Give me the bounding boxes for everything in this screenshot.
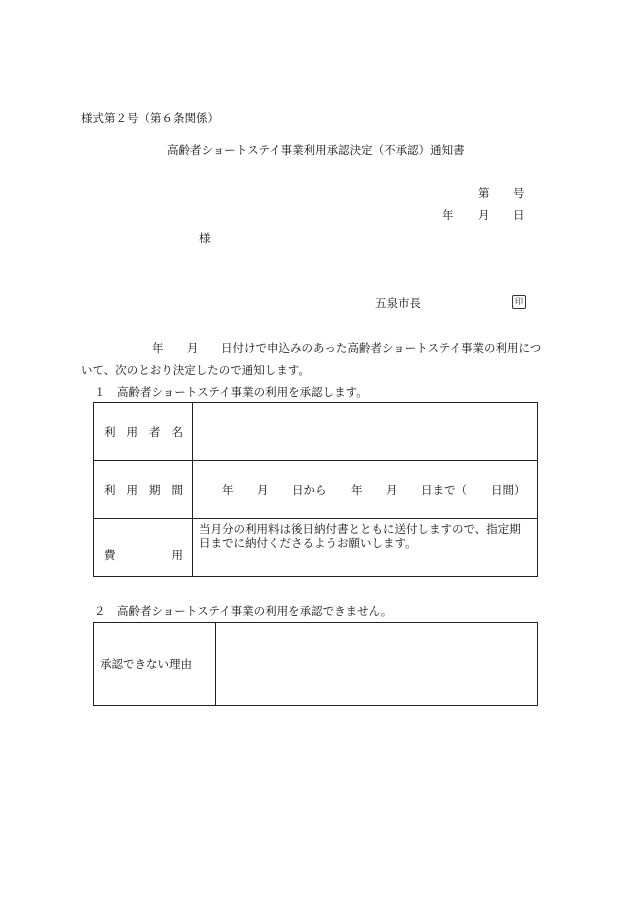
- intro-line2: いて、次のとおり決定したので通知します。: [81, 363, 310, 377]
- section1-heading: １ 高齢者ショートステイ事業の利用を承認します。: [94, 385, 368, 399]
- date-day: 日: [513, 208, 525, 222]
- label-char: 用: [126, 424, 138, 439]
- label-char: 費: [104, 547, 116, 562]
- label-char: 利: [104, 424, 116, 439]
- row-user-name: [94, 403, 538, 461]
- label-char: 間: [171, 482, 183, 497]
- period-month1: 月: [257, 483, 269, 497]
- label-char: 名: [171, 424, 183, 439]
- row-reason: [94, 623, 538, 706]
- period-from: 日から: [292, 483, 327, 497]
- fee-line1: 当月分の利用料は後日納付書とともに送付しますので、指定期: [199, 522, 521, 536]
- label-char: 用: [126, 482, 138, 497]
- user-name-label: [94, 403, 193, 461]
- period-year2: 年: [351, 483, 363, 497]
- intro-text: 日付けで申込みのあった高齢者ショートステイ事業の利用につ: [221, 341, 542, 355]
- row-period: [94, 461, 538, 519]
- approval-table: [93, 402, 538, 577]
- intro-month: 月: [187, 341, 199, 355]
- date-month: 月: [478, 208, 490, 222]
- label-char: 期: [149, 482, 161, 497]
- issuer-name: 五泉市長: [375, 296, 421, 310]
- period-until: 日まで（: [421, 483, 467, 497]
- reason-value[interactable]: [216, 623, 538, 706]
- rejection-table: [93, 622, 538, 706]
- label-char: 者: [149, 424, 161, 439]
- period-days: 日間）: [491, 483, 526, 497]
- fee-line2: 日までに納付くださるようお願いします。: [199, 536, 417, 550]
- period-value[interactable]: [193, 461, 538, 519]
- intro-year: 年: [152, 341, 164, 355]
- label-char: 用: [171, 547, 183, 562]
- label-char: 利: [104, 482, 116, 497]
- doc-number-label-left: 第: [478, 186, 490, 200]
- document-title: 高齢者ショートステイ事業利用承認決定（不承認）通知書: [167, 143, 465, 157]
- period-month2: 月: [386, 483, 398, 497]
- period-year1: 年: [222, 483, 234, 497]
- user-name-value[interactable]: [193, 403, 538, 461]
- seal-mark: 印: [512, 295, 526, 309]
- form-number: 様式第２号（第６条関係）: [81, 111, 219, 125]
- reason-label: 承認できない理由: [94, 623, 216, 706]
- fee-label: [94, 519, 193, 577]
- section2-heading: ２ 高齢者ショートステイ事業の利用を承認できません。: [94, 604, 393, 618]
- recipient-honorific: 様: [199, 231, 211, 245]
- date-year: 年: [442, 208, 454, 222]
- doc-number-label-right: 号: [513, 186, 525, 200]
- fee-value: [193, 519, 538, 577]
- period-label: [94, 461, 193, 519]
- row-fee: [94, 519, 538, 577]
